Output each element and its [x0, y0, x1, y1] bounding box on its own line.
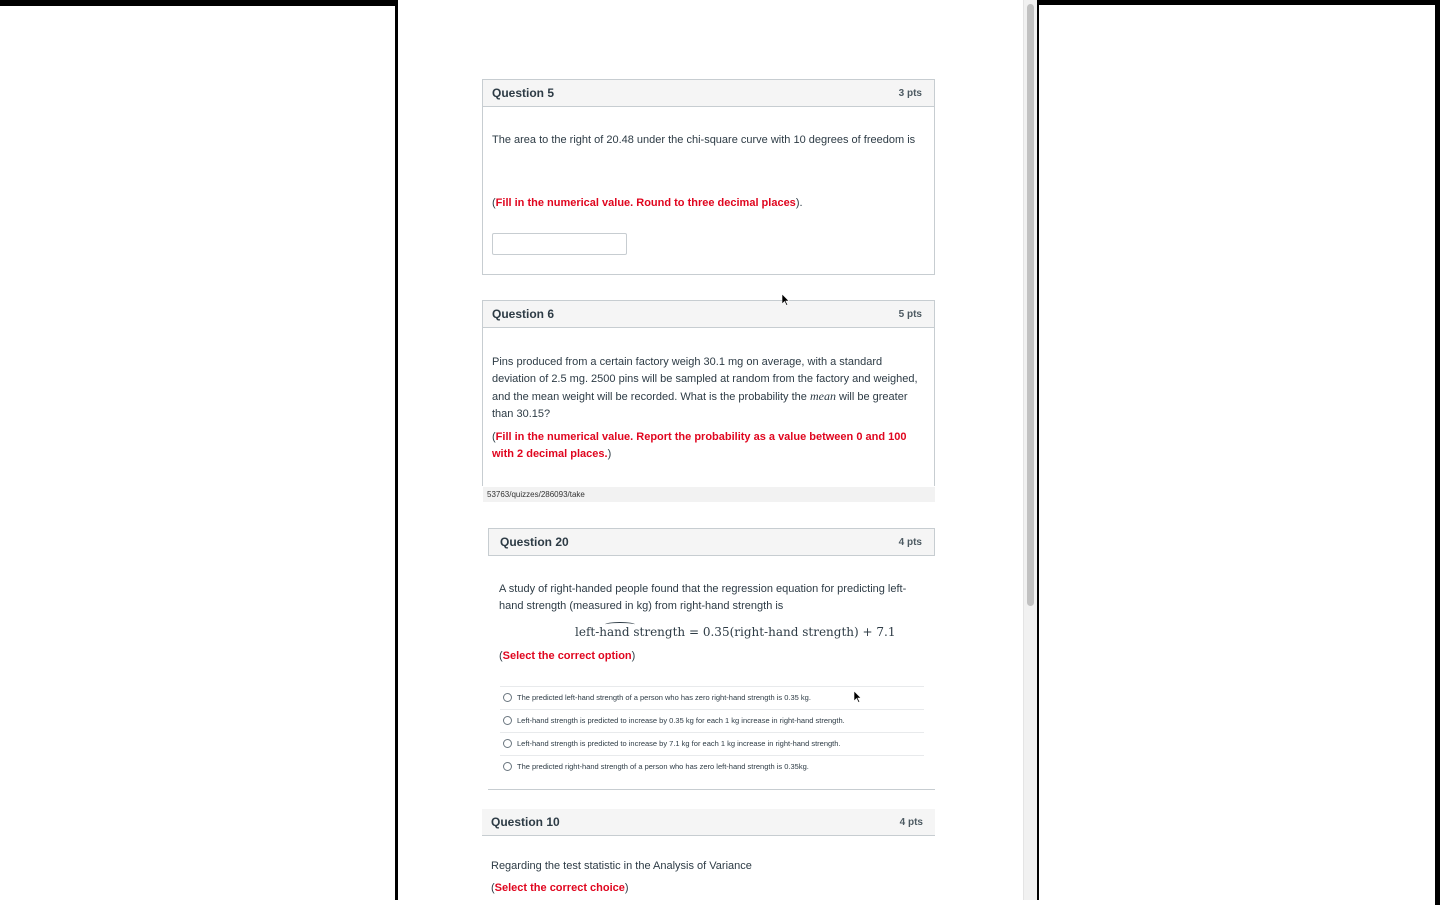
question-6-points: 5 pts	[898, 308, 922, 320]
option-3-label[interactable]: Left-hand strength is predicted to increase by 7.1 kg for each 1 kg increase in right-hand strength.	[517, 739, 841, 748]
question-6-text	[492, 354, 920, 423]
scrollbar-thumb[interactable]	[1027, 4, 1034, 606]
question-6-text-part1: Pins produced from a certain factory weigh 30.1 mg on average, with a standard deviation of 2.5 mg. 2500 pins will be sampled at random from the factory and weighed, and the mean weight will be recorded. What is the probability the	[492, 356, 918, 403]
question-20-points: 4 pts	[898, 536, 922, 548]
option-1-radio[interactable]	[503, 693, 512, 702]
option-4-radio[interactable]	[503, 762, 512, 771]
question-6-text-emphasis: mean	[809, 389, 836, 403]
formula-lhs	[575, 625, 685, 639]
left-black-border-area	[0, 0, 398, 900]
right-black-border-area	[1037, 0, 1440, 900]
question-6-card	[482, 300, 935, 486]
formula-lhs-text: left-hand strength	[575, 625, 686, 639]
option-2-label[interactable]: Left-hand strength is predicted to increase by 0.35 kg for each 1 kg increase in right-hand strength.	[517, 716, 845, 725]
question-6-text-part2: will be greater than 30.15?	[492, 391, 908, 420]
question-6-instruction	[492, 429, 920, 463]
option-2[interactable]	[500, 709, 924, 731]
question-20-header	[488, 529, 935, 556]
instr-close-paren: ).	[795, 197, 803, 209]
question-5-points: 3 pts	[898, 87, 922, 99]
right-edge-bar	[1435, 5, 1440, 905]
option-4-label[interactable]: The predicted right-hand strength of a person who has zero left-hand strength is 0.35kg.	[517, 762, 809, 771]
question-5-title: Question 5	[492, 86, 555, 100]
option-2-radio[interactable]	[503, 716, 512, 725]
question-5-text: The area to the right of 20.48 under the chi-square curve with 10 degrees of freedom is	[492, 134, 916, 146]
question-10-title: Question 10	[491, 815, 560, 829]
question-10-header	[482, 809, 935, 836]
option-4[interactable]	[500, 755, 924, 777]
question-10-instruction-text: Select the correct choice	[494, 882, 625, 894]
instr-open-paren: (	[492, 431, 496, 443]
url-status-bar: 53763/quizzes/286093/take	[483, 487, 935, 502]
question-10-instruction	[491, 880, 629, 897]
question-5-card	[482, 79, 935, 275]
instr-close-paren: )	[631, 650, 636, 662]
question-10-text: Regarding the test statistic in the Analysis of Variance	[491, 860, 752, 872]
question-6-title: Question 6	[492, 307, 555, 321]
option-3-radio[interactable]	[503, 739, 512, 748]
mouse-cursor-icon	[782, 294, 790, 306]
question-5-header	[483, 80, 934, 107]
question-20-instruction-text: Select the correct option	[502, 650, 632, 662]
question-5-answer-input[interactable]	[492, 233, 627, 255]
question-20-instruction	[499, 648, 635, 665]
question-20-card	[488, 528, 935, 790]
question-6-header	[483, 301, 934, 328]
question-20-title: Question 20	[500, 535, 569, 549]
regression-formula	[575, 625, 895, 639]
formula-rhs: = 0.35(right-hand strength) + 7.1	[688, 625, 896, 639]
question-5-instruction-text: Fill in the numerical value. Round to three decimal places	[495, 197, 796, 209]
page-scrollbar[interactable]	[1023, 0, 1037, 900]
instr-open-paren: (	[492, 197, 496, 209]
instr-open-paren: (	[491, 882, 495, 894]
mouse-cursor-icon-2	[854, 691, 862, 703]
option-3[interactable]	[500, 732, 924, 754]
question-10-points: 4 pts	[899, 816, 923, 828]
formula-hat	[605, 622, 635, 627]
question-6-instruction-text: Fill in the numerical value. Report the probability as a value between 0 and 100 with 2 decimal places.	[492, 431, 907, 460]
instr-close-paren: )	[607, 448, 612, 460]
question-5-instruction	[492, 195, 920, 212]
option-1-label[interactable]: The predicted left-hand strength of a person who has zero right-hand strength is 0.35 kg.	[517, 693, 811, 702]
question-10-card	[482, 809, 935, 909]
instr-close-paren: )	[624, 882, 629, 894]
question-20-text: A study of right-handed people found that the regression equation for predicting left-hand strength (measured in kg) from right-hand strength is	[499, 583, 907, 612]
instr-open-paren: (	[499, 650, 503, 662]
